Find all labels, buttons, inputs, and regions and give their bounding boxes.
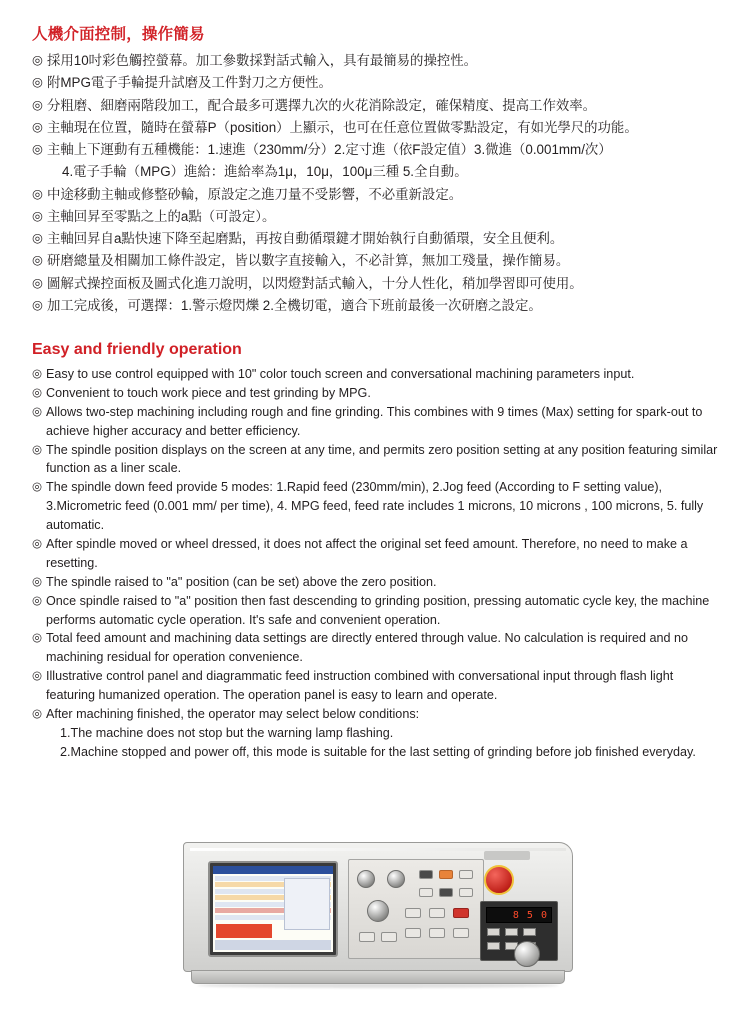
- chinese-bullet-6: [32, 184, 721, 206]
- screen-highlight-bar: [216, 924, 272, 938]
- bullet-icon: ◎: [32, 119, 43, 134]
- bullet-icon: ◎: [32, 75, 43, 90]
- panel-base: [191, 970, 565, 984]
- mode-button: [419, 888, 433, 897]
- chinese-bullet-text: 中途移動主軸或修整砂輪，原設定之進刀量不受影響，不必重新設定。: [47, 186, 463, 202]
- bullet-icon: ◎: [32, 405, 43, 418]
- bullet-icon: ◎: [32, 575, 43, 588]
- chinese-bullet-text: 採用10吋彩色觸控螢幕。加工參數採對話式輸入，具有最簡易的操控性。: [47, 53, 478, 68]
- chinese-bullet-text: 分粗磨、細磨兩階段加工，配合最多可選擇九次的火花消除設定，確保精度、提高工作效率。: [47, 97, 597, 113]
- chinese-bullet-7: [32, 206, 721, 228]
- chinese-bullet-11: [32, 295, 721, 317]
- english-bullet-3: [32, 403, 721, 441]
- bullet-icon: ◎: [32, 253, 43, 268]
- english-bullet-text: After machining finished, the operator may select below conditions:: [46, 707, 420, 722]
- selector-knob: [357, 870, 375, 888]
- english-bullet-1: [32, 365, 721, 384]
- chinese-bullet-4: [32, 117, 721, 139]
- bullet-icon: ◎: [32, 97, 43, 112]
- mpg-dial: [514, 941, 540, 967]
- bullet-icon: ◎: [32, 670, 43, 683]
- bullet-icon: ◎: [32, 297, 43, 312]
- bullet-icon: ◎: [32, 186, 43, 201]
- bullet-icon: ◎: [32, 481, 43, 494]
- function-button: [405, 908, 421, 918]
- bullet-icon: ◎: [32, 632, 43, 645]
- bullet-icon: ◎: [32, 368, 43, 380]
- function-button: [381, 932, 397, 942]
- emergency-stop-button: [484, 865, 514, 895]
- bullet-icon: ◎: [32, 231, 43, 245]
- english-bullet-4: [32, 441, 721, 479]
- english-bullet-text: Total feed amount and machining data settings are directly entered through value. No calculation is required and no machining residual for operation convenience.: [46, 631, 688, 665]
- bullet-icon: ◎: [32, 443, 43, 456]
- mpg-key: [505, 928, 518, 936]
- english-bullet-text: The spindle down feed provide 5 modes: 1.Rapid feed (230mm/min), 2.Jog feed (According to F setting value), 3.Micrometric feed (0.001 mm/ per time), 4. MPG feed, feed rate includes 1 microns, 10 microns , 100 microns, 5. fully automatic.: [46, 480, 704, 533]
- function-button: [453, 928, 469, 938]
- screen-diagram-block: [284, 878, 330, 930]
- function-button: [405, 928, 421, 938]
- chinese-bullet-5: [32, 139, 721, 161]
- chinese-bullet-text: 主軸上下運動有五種機能：1.速進（230mm/分）2.定寸進（依F設定值）3.微進（0.001mm/次）: [47, 142, 612, 157]
- english-bullet-8: [32, 592, 721, 630]
- english-bullet-6: [32, 535, 721, 573]
- english-bullet-text: Allows two-step machining including rough and fine grinding. This combines with 9 times (Max) setting for spark-out to achieve higher accuracy and better efficiency.: [46, 404, 703, 438]
- english-bullet-7: [32, 573, 721, 592]
- bullet-icon: ◎: [32, 142, 43, 156]
- brand-plate: [484, 851, 530, 860]
- mpg-key: [487, 928, 500, 936]
- english-section-title: Easy and friendly operation: [32, 341, 242, 358]
- chinese-sub-line: 4.電子手輪（MPG）進給：進給率為1μ，10μ，100μ三種 5.全自動。: [62, 164, 468, 180]
- control-panel-photo: [183, 842, 573, 992]
- operation-keypad-panel: [348, 859, 484, 959]
- chinese-bullet-text: 主軸現在位置，隨時在螢幕P（position）上顯示，也可在任意位置做零點設定，有如光學尺的功能。: [47, 119, 638, 135]
- function-button: [359, 932, 375, 942]
- mode-button: [459, 888, 473, 897]
- chinese-bullet-text: 主軸回昇至零點之上的a點（可設定）。: [47, 208, 276, 224]
- english-sub-line-1: 1.The machine does not stop but the warning lamp flashing.: [60, 725, 394, 740]
- english-section: [32, 341, 721, 762]
- chinese-bullet-9: [32, 250, 721, 272]
- mpg-key: [523, 928, 536, 936]
- bullet-icon: ◎: [32, 594, 43, 607]
- feed-rate-knob: [367, 900, 389, 922]
- mpg-key: [487, 942, 500, 950]
- chinese-bullet-text: 圖解式操控面板及圖式化進刀說明，以閃燈對話式輸入，十分人性化，稍加學習即可使用。: [47, 275, 583, 291]
- english-bullet-5: [32, 478, 721, 535]
- mode-button: [459, 870, 473, 879]
- english-bullet-text: Illustrative control panel and diagrammatic feed instruction combined with conversational input through flash light featuring humanized operation. The operation panel is easy to learn and operate.: [46, 669, 674, 703]
- chinese-bullet-10: [32, 273, 721, 295]
- english-sub-line-2: 2.Machine stopped and power off, this mode is suitable for the last setting of grinding before job finished everyday.: [60, 744, 696, 759]
- chinese-bullet-text: 主軸回昇自a點快速下降至起磨點，再按自動循環鍵才開始執行自動循環，安全且便利。: [47, 231, 564, 246]
- chinese-bullet-1: [32, 50, 721, 72]
- chinese-bullet-text: 加工完成後，可選擇：1.警示燈閃爍 2.全機切電，適合下班前最後一次研磨之設定。: [47, 297, 542, 313]
- chinese-bullet-2: [32, 72, 721, 94]
- english-bullet-2: [32, 384, 721, 403]
- chinese-bullet-8: [32, 228, 721, 250]
- screen-header-bar: [213, 866, 333, 874]
- function-button: [429, 908, 445, 918]
- english-bullet-11: [32, 705, 721, 724]
- mode-button: [439, 888, 453, 897]
- english-bullet-10: [32, 667, 721, 705]
- chinese-section: [32, 22, 721, 317]
- chinese-bullet-text: 附MPG電子手輪提升試磨及工件對刀之方便性。: [47, 75, 332, 91]
- chinese-bullet-3: [32, 95, 721, 117]
- english-bullet-text: After spindle moved or wheel dressed, it does not affect the original set feed amount. Therefore, no need to make a resetting.: [46, 537, 688, 570]
- bullet-icon: ◎: [32, 386, 43, 399]
- function-button: [429, 928, 445, 938]
- chinese-bullet-text: 研磨總量及相關加工條件設定，皆以數字直接輸入，不必計算，無加工殘量，操作簡易。: [47, 253, 570, 269]
- bullet-icon: ◎: [32, 708, 43, 721]
- bullet-icon: ◎: [32, 275, 43, 290]
- selector-knob: [387, 870, 405, 888]
- touch-screen: [208, 861, 338, 957]
- english-bullet-text: The spindle raised to "a" position (can be set) above the zero position.: [46, 574, 437, 589]
- section-spacer: [32, 321, 721, 339]
- mode-button: [439, 870, 453, 879]
- english-bullet-text: The spindle position displays on the screen at any time, and permits zero position setting at any position featuring similar function as a liner scale.: [46, 442, 718, 476]
- chinese-section-title: 人機介面控制，操作簡易: [32, 26, 205, 43]
- screen-footer-bar: [215, 940, 331, 950]
- bullet-icon: ◎: [32, 538, 43, 551]
- english-bullet-9: [32, 629, 721, 667]
- english-bullet-text: Easy to use control equipped with 10" color touch screen and conversational machining parameters input.: [46, 367, 635, 381]
- english-bullet-text: Convenient to touch work piece and test grinding by MPG.: [46, 385, 371, 400]
- mode-button: [419, 870, 433, 879]
- english-bullet-text: Once spindle raised to "a" position then fast descending to grinding position, pressing automatic cycle key, the machine performs automatic cycle operation. It's safe and convenient operation.: [46, 593, 710, 627]
- stop-button: [453, 908, 469, 918]
- panel-housing: [183, 842, 573, 972]
- bullet-icon: ◎: [32, 53, 43, 67]
- screen-display: [213, 866, 333, 952]
- bullet-icon: ◎: [32, 208, 43, 223]
- led-display: 8 5 0: [486, 907, 552, 923]
